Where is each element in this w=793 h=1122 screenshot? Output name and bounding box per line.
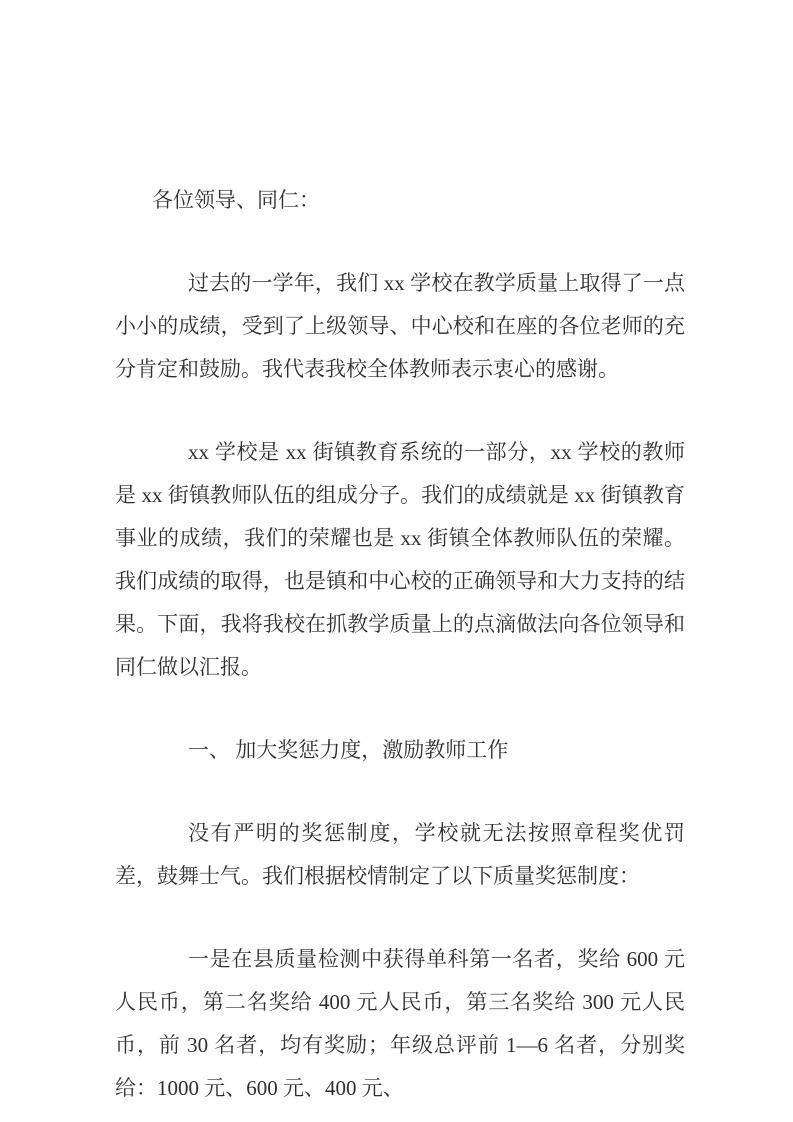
paragraph-reward-system-intro: 没有严明的奖惩制度，学校就无法按照章程奖优罚差，鼓舞士气。我们根据校情制定了以下质量奖惩制度： [115,821,685,888]
paragraph-intro-achievements: 过去的一学年，我们 xx 学校在教学质量上取得了一点小小的成绩，受到了上级领导、中心校和在座的各位老师的充分肯定和鼓励。我代表我校全体教师表示衷心的感谢。 [115,271,685,381]
salutation-line: 各位领导、同仁： [152,188,320,212]
paragraph-school-and-town: xx 学校是 xx 街镇教育系统的一部分，xx 学校的教师是 xx 街镇教师队伍的组成分子。我们的成绩就是 xx 街镇教育事业的成绩，我们的荣耀也是 xx 街镇全体教师队伍的荣耀。我们成绩的取得，也是镇和中心校的正确领导和大力支持的结果。下面，我将我校在抓教学质量上的点滴做法向各位领导和同仁做以汇报。 [115,440,685,679]
section-heading-rewards: 一、 加大奖惩力度，激励教师工作 [188,738,509,762]
document-body [115,179,685,1110]
paragraph-reward-details: 一是在县质量检测中获得单科第一名者，奖给 600 元人民币，第二名奖给 400 元人民币，第三名奖给 300 元人民币，前 30 名者，均有奖励；年级总评前 1—6 名者，分别奖给：1000 元、600 元、400 元、 [115,947,685,1100]
